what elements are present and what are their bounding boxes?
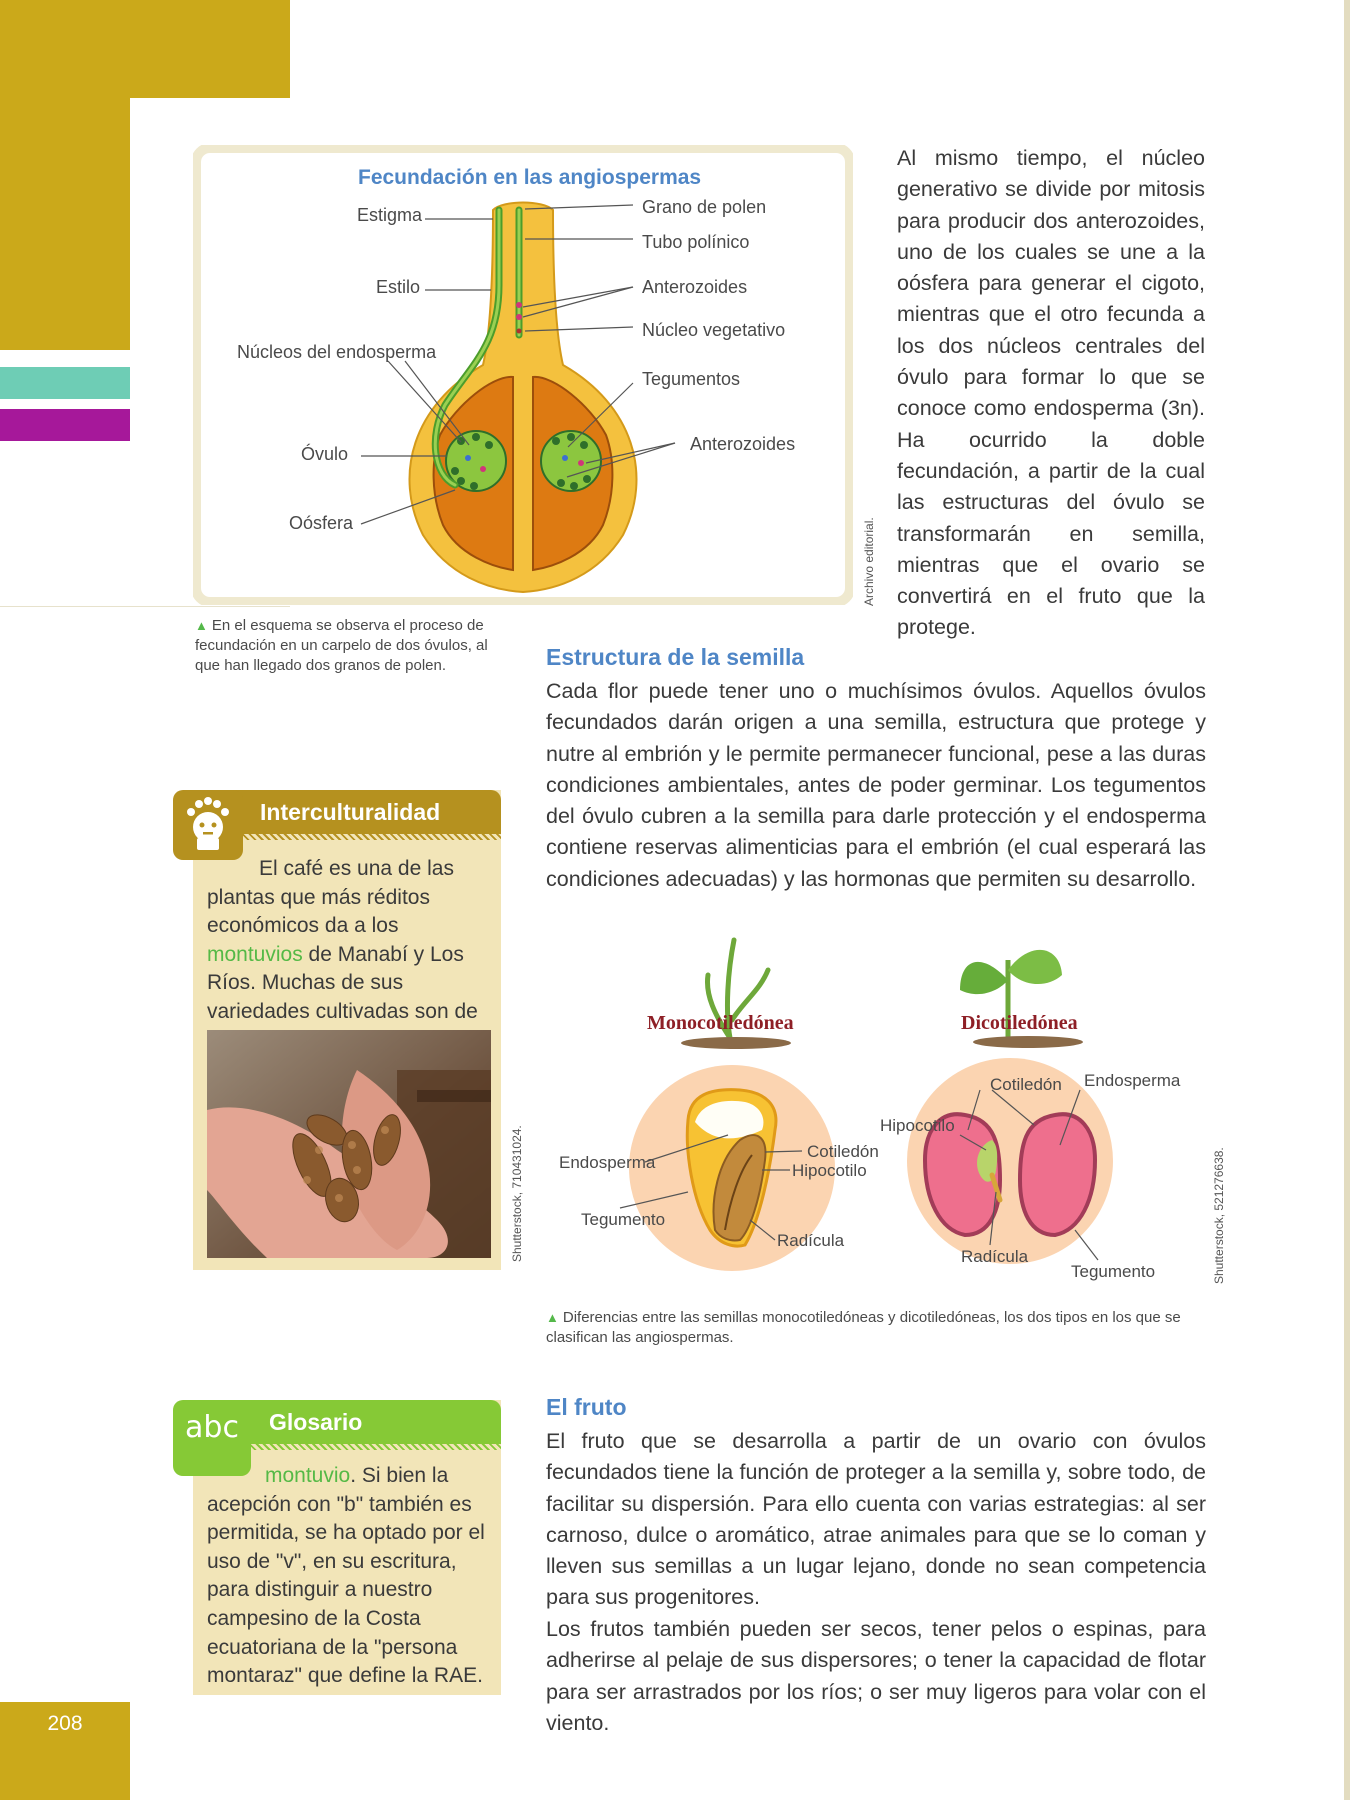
label-anterozoides-2: Anterozoides xyxy=(690,434,796,454)
magenta-band xyxy=(0,409,130,441)
figure-title: Fecundación en las angiospermas xyxy=(358,166,702,189)
label-estigma: Estigma xyxy=(357,205,423,225)
interculturality-text-end: de Manabí y Los Ríos. Muchas de sus variedades cultivadas son de xyxy=(207,942,478,1023)
label-estilo: Estilo xyxy=(376,277,421,297)
label-nucleos-endosperma: Núcleos del endosperma xyxy=(237,342,437,362)
interculturality-hatch xyxy=(240,834,501,840)
label-oosfera: Oósfera xyxy=(289,513,354,533)
interculturality-icon xyxy=(173,790,243,860)
interculturality-text-start: El café es una de las plantas que más réditos económicos da a los xyxy=(207,857,454,938)
glossary-term: montuvio xyxy=(265,1464,351,1487)
glossary-title: Glosario xyxy=(269,1409,363,1435)
mono-label-hipocotilo: Hipocotilo xyxy=(792,1161,867,1180)
label-tegumentos: Tegumentos xyxy=(642,369,741,389)
fruit-text-1: El fruto que se desarrolla a partir de un ovario con óvulos fecundados tiene la función de proteger a la semilla y, sobre todo, de facilitar su dispersión. Para ello cuenta con varias estrategias: al ser carnoso, dulce o aromático, atrae animales para que se lo coman y lleven sus semillas a un lugar lejano, donde no sean competencia para sus progenitores. xyxy=(546,1429,1206,1610)
seed-structure-text: Cada flor puede tener uno o muchísimos óvulos. Aquellos óvulos fecundados darán origen a una semilla, estructura que protege y nutre al embrión y le permite permanecer funcional, pese a las duras condiciones ambientales, antes de poder germinar. Los tegumentos del óvulo cubren a la semilla para darle protección y el endosperma contiene reservas alimenticias para el embrión (el cual esperará las condiciones adecuadas) y las hormonas que permiten su desarrollo. xyxy=(546,679,1206,891)
glossary-hatch xyxy=(240,1444,501,1450)
coffee-hands-photo xyxy=(207,1030,491,1258)
figure1-caption xyxy=(195,616,505,676)
figure1-caption-text: En el esquema se observa el proceso de fecundación en un carpelo de dos óvulos, al que han llegado dos granos de polen. xyxy=(195,617,488,674)
glossary-definition: . Si bien la acepción con "b" también es permitida, se ha optado por el uso de "v", en su escritura, para distinguir a nuestro campesino de la Costa ecuatoriana de la "persona montaraz" que define la RAE. xyxy=(207,1464,485,1688)
fruit-text-2: Los frutos también pueden ser secos, tener pelos o espinas, para adherirse al pelaje de sus dispersores; o tener la capacidad de flotar para ser arrastrados por los ríos; o ser muy ligeros para volar con el viento. xyxy=(546,1617,1206,1735)
figure2-credit: Shutterstock, 521276638. xyxy=(1212,1147,1226,1284)
interculturality-title: Interculturalidad xyxy=(260,799,441,825)
teal-band xyxy=(0,367,130,399)
fruit-heading: El fruto xyxy=(546,1394,627,1420)
highlight-montuvios: montuvios xyxy=(207,942,303,966)
mono-label-radicula: Radícula xyxy=(777,1231,845,1250)
dico-label-cotiledon: Cotiledón xyxy=(990,1075,1062,1094)
figure2-caption-text: Diferencias entre las semillas monocotiledóneas y dicotiledóneas, los dos tipos en los que se clasifican las angiospermas. xyxy=(546,1309,1181,1346)
margin-block-top xyxy=(0,0,290,98)
triangle-icon: ▲ xyxy=(195,618,208,633)
dico-label-hipocotilo: Hipocotilo xyxy=(880,1116,955,1135)
divider xyxy=(0,606,290,607)
mono-label-cotiledon: Cotiledón xyxy=(807,1142,879,1161)
glossary-icon-letters: abc xyxy=(185,1410,239,1445)
label-anterozoides-1: Anterozoides xyxy=(642,277,748,297)
triangle-icon: ▲ xyxy=(546,1310,559,1325)
seed-structure-heading: Estructura de la semilla xyxy=(546,644,805,670)
page-number: 208 xyxy=(47,1712,83,1735)
label-ovulo: Óvulo xyxy=(301,444,349,464)
dico-title: Dicotiledónea xyxy=(961,1012,1078,1034)
mono-label-endosperma: Endosperma xyxy=(559,1153,656,1172)
interculturality-text xyxy=(207,855,497,1055)
mono-title: Monocotiledónea xyxy=(647,1012,794,1034)
dico-label-radicula: Radícula xyxy=(961,1247,1029,1266)
page-edge xyxy=(1344,0,1350,1800)
seed-comparison-diagram xyxy=(540,930,1220,1290)
mono-label-tegumento: Tegumento xyxy=(581,1210,666,1229)
figure2-caption xyxy=(546,1308,1208,1348)
photo-credit: Shutterstock, 710431024. xyxy=(510,1125,524,1262)
dico-label-tegumento: Tegumento xyxy=(1071,1262,1156,1281)
margin-strip xyxy=(0,98,130,350)
dico-label-endosperma: Endosperma xyxy=(1084,1071,1181,1090)
paragraph-double-fertilization: Al mismo tiempo, el núcleo generativo se divide por mitosis para producir dos anterozoides, uno de los cuales se une a la oósfera para generar el cigoto, mientras que el otro fecunda a los dos núcleos centrales del óvulo para formar lo que se conoce como endosperma (3n). Ha ocurrido la doble fecundación, a partir de la cual las estructuras del óvulo se transformarán en semilla, mientras que el ovario se convertirá en el fruto que la protege. xyxy=(897,146,1205,640)
label-tubo-polinico: Tubo polínico xyxy=(642,232,750,252)
label-nucleo-vegetativo: Núcleo vegetativo xyxy=(642,320,786,340)
figure1-credit: Archivo editorial. xyxy=(862,517,876,606)
glossary-text xyxy=(207,1462,497,1691)
label-grano-polen: Grano de polen xyxy=(642,197,767,217)
